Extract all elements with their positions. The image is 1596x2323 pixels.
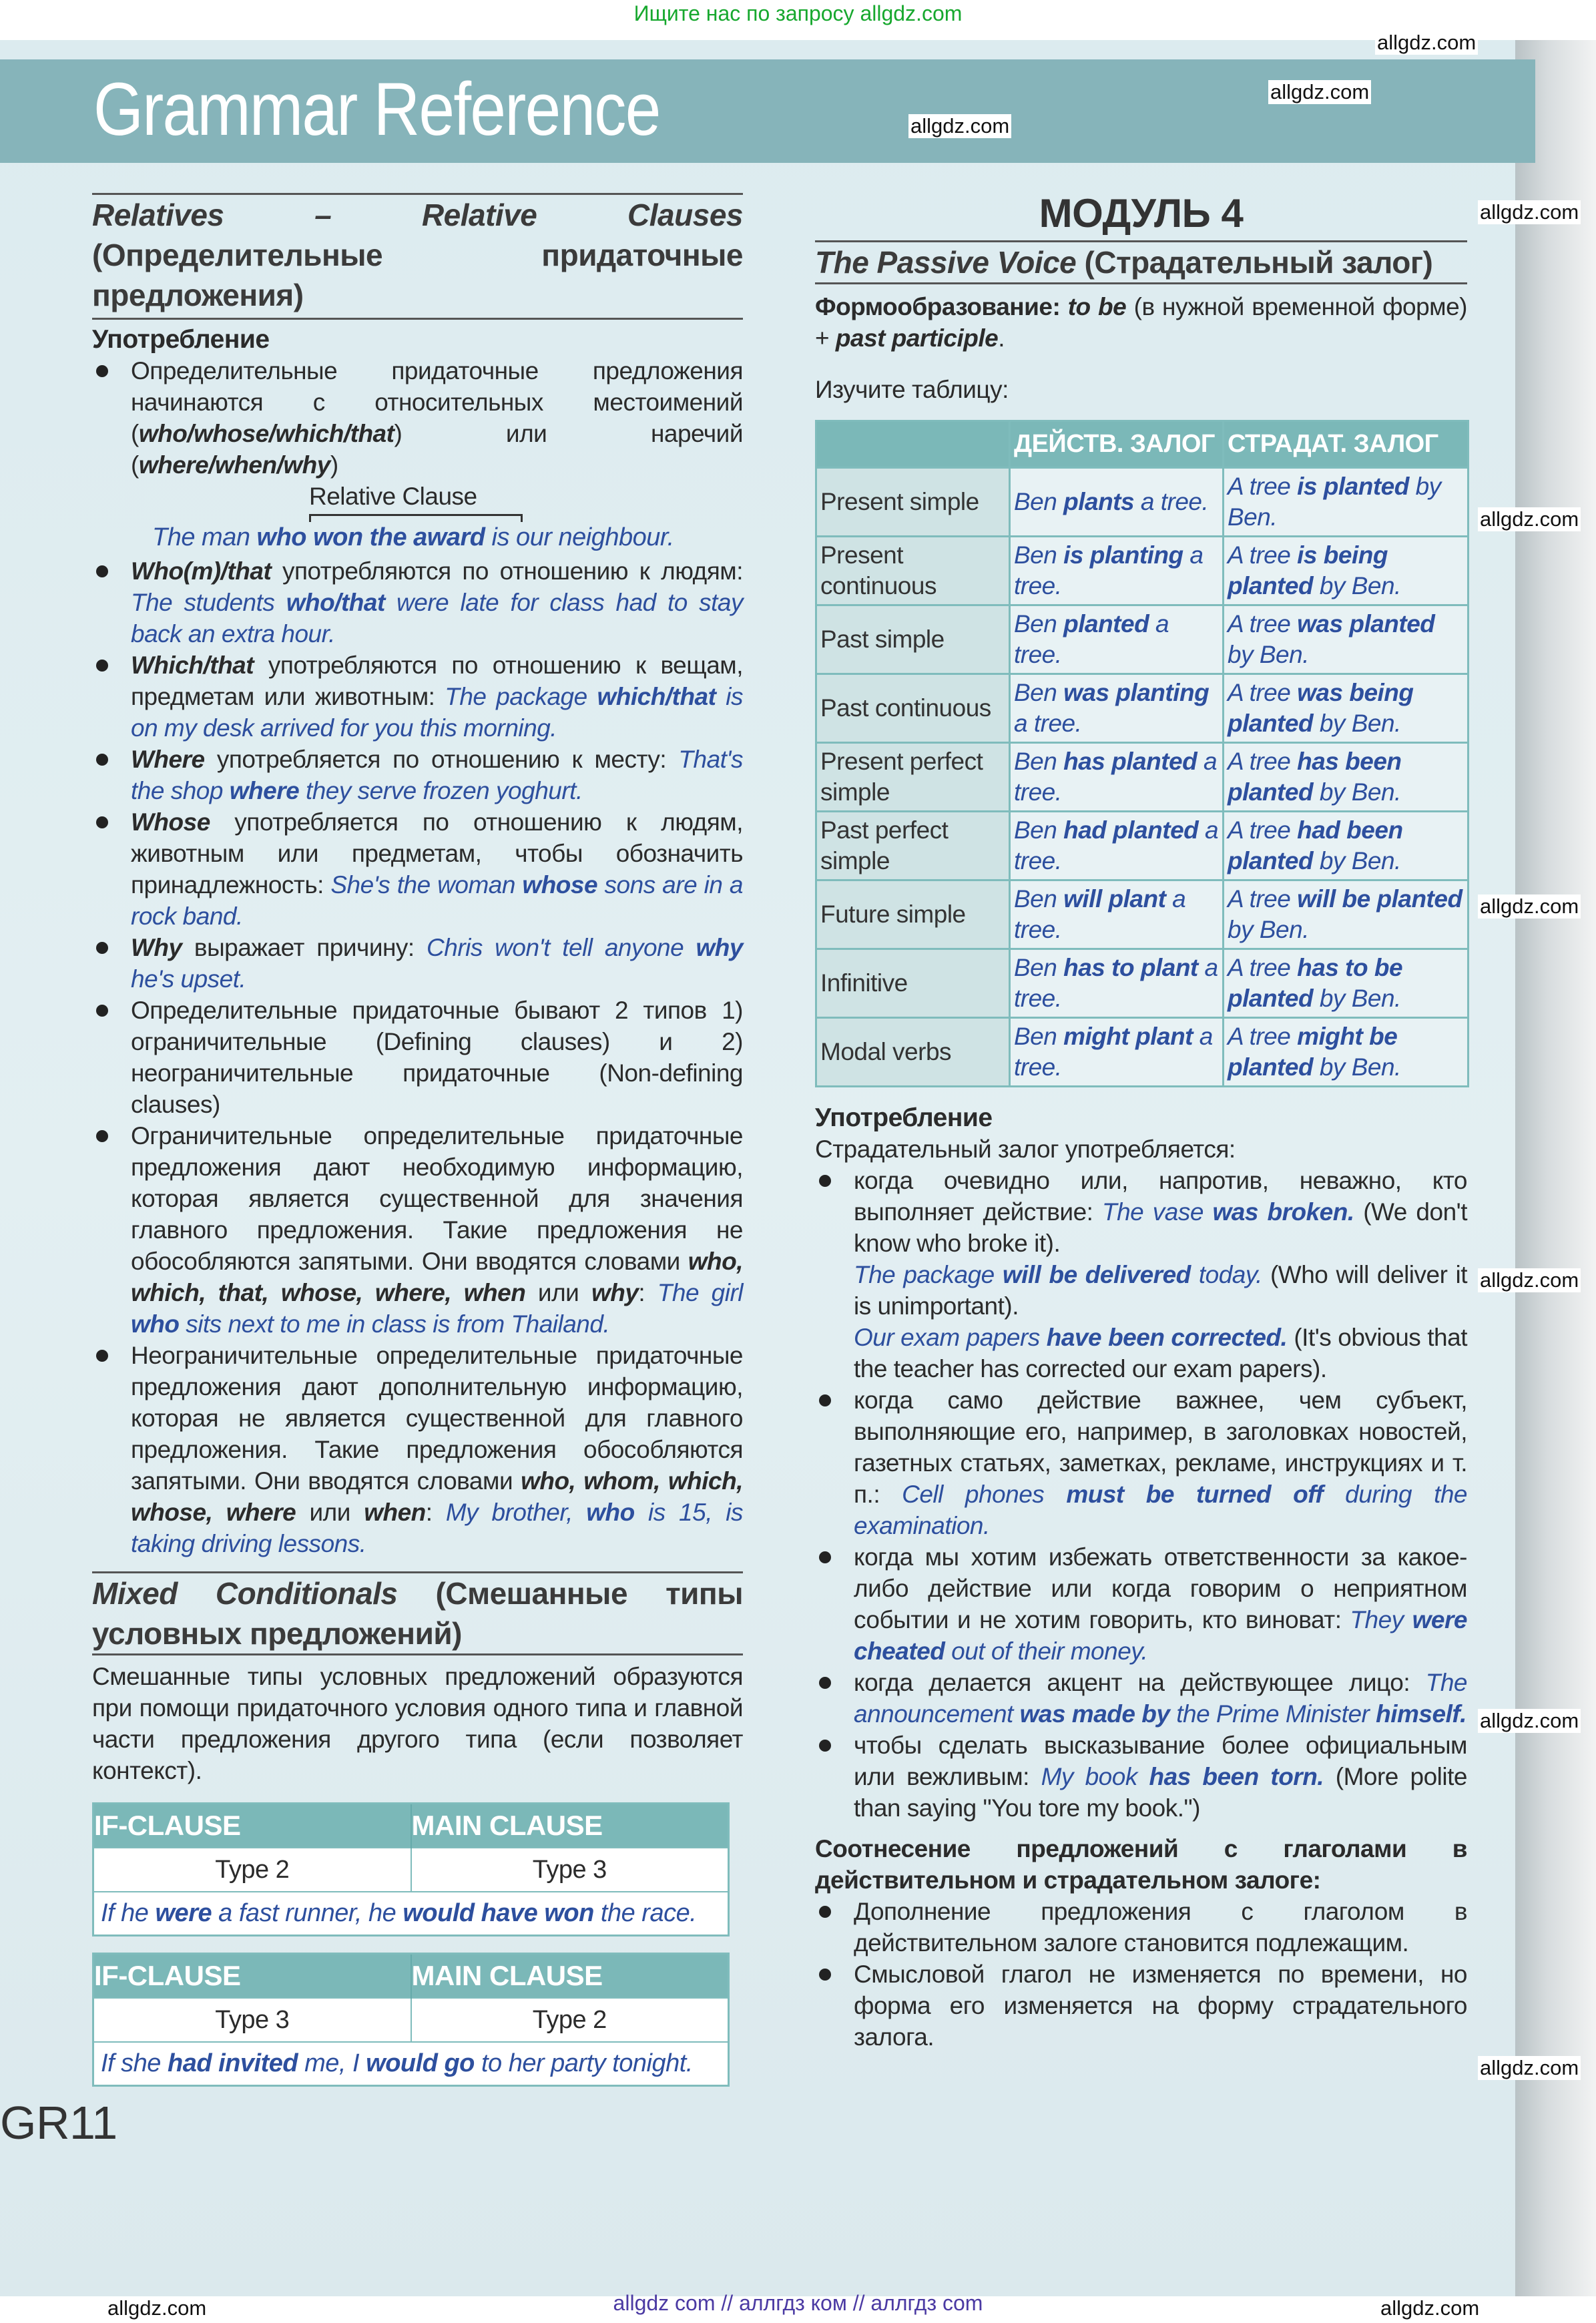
text-run: Ben	[1014, 748, 1064, 775]
text-run: когда очевидно или, напротив, неважно, кто выполняет действие:	[854, 1167, 1467, 1226]
text-run: выражает причину:	[182, 934, 427, 961]
text-run: The Passive Voice	[815, 245, 1077, 280]
text-run: a tree.	[1014, 1023, 1213, 1081]
passive-cell	[1224, 949, 1469, 1018]
active-cell	[1010, 812, 1224, 880]
text-run: is planting	[1063, 541, 1183, 569]
bullet	[92, 555, 743, 650]
bullet	[92, 806, 743, 932]
text-run: who, whom, which, whose, where	[131, 1467, 743, 1526]
passive-cell	[1224, 605, 1469, 674]
text-run: was being planted	[1228, 679, 1414, 737]
text-run: he's upset.	[131, 965, 246, 993]
active-cell	[1010, 537, 1224, 605]
text-run: My book	[1041, 1763, 1149, 1790]
table-header: ДЕЙСТВ. ЗАЛОГ	[1010, 421, 1224, 468]
diagram-bracket	[309, 514, 523, 522]
text-run: is planted	[1297, 473, 1409, 500]
tense-cell: Future simple	[816, 880, 1010, 949]
text-run: is on my desk arrived for you this morning.	[131, 683, 743, 742]
text-run: was made by	[1019, 1700, 1170, 1728]
watermark: allgdz.com	[908, 114, 1011, 138]
watermark: allgdz.com	[1375, 31, 1478, 55]
text-run: That's the shop	[131, 746, 743, 804]
text-run: had invited	[168, 2049, 298, 2078]
text-run: will be planted	[1297, 885, 1462, 913]
table-row	[816, 468, 1469, 537]
active-cell	[1010, 1018, 1224, 1087]
usage-title: Употребление	[815, 1103, 993, 1132]
text-run: which/that	[597, 683, 716, 710]
text-run: a tree.	[1014, 885, 1186, 943]
text-run: planted	[1063, 610, 1149, 637]
passive-voice-table	[815, 420, 1469, 1087]
text-run: Формообразование:	[815, 293, 1068, 320]
text-run: If he	[101, 1899, 156, 1928]
example	[815, 1259, 1467, 1322]
text-run: когда мы хотим избежать ответственности за какое-либо действие или когда говорим о неприятном событии и не хотим говорить, кто виноват:	[854, 1543, 1467, 1633]
bullet	[92, 995, 743, 1120]
header-band	[0, 59, 1535, 163]
text-run: who/whose/which/that	[138, 420, 394, 447]
table-header	[816, 421, 1010, 468]
text-run: The vase	[1101, 1198, 1213, 1226]
text-run: why	[696, 934, 743, 961]
bullet	[92, 650, 743, 744]
main-clause-type: Type 2	[411, 1998, 729, 2042]
table-row	[816, 812, 1469, 880]
text-run: Определительные придаточные предложения начинаются с относительных местоимений (	[131, 357, 743, 447]
text-run: They	[1350, 1606, 1412, 1633]
relative-clause-diagram	[92, 481, 743, 555]
text-run: will plant	[1063, 885, 1166, 913]
text-run: whose	[522, 871, 598, 898]
text-run: A tree	[1228, 885, 1298, 913]
watermark: allgdz.com	[1478, 1268, 1581, 1292]
text-run: is being planted	[1228, 541, 1388, 599]
table-row	[816, 674, 1469, 743]
watermark: allgdz.com	[105, 2296, 208, 2320]
text-run: Ben	[1014, 610, 1064, 637]
table-header: СТРАДАТ. ЗАЛОГ	[1224, 421, 1469, 468]
text-run: :	[425, 1499, 446, 1526]
active-cell	[1010, 743, 1224, 812]
table-header: MAIN CLAUSE	[411, 1954, 729, 1998]
text-run: they serve frozen yoghurt.	[299, 777, 583, 804]
text-run: She's the woman	[330, 871, 523, 898]
watermark: allgdz.com	[1378, 2296, 1481, 2320]
active-cell	[1010, 605, 1224, 674]
bullet	[92, 932, 743, 995]
text-run: me, I	[298, 2049, 366, 2078]
text-run: A tree	[1228, 679, 1298, 706]
text-run: would have won	[403, 1899, 594, 1928]
text-run: were cheated	[854, 1606, 1467, 1665]
table-row	[816, 949, 1469, 1018]
diagram-example	[152, 522, 674, 553]
text-run: A tree	[1228, 473, 1298, 500]
conditional-example	[93, 1892, 729, 1936]
page-title: Grammar Reference	[93, 67, 660, 151]
tense-cell: Present perfect simple	[816, 743, 1010, 812]
watermark: allgdz.com	[1478, 894, 1581, 919]
text-run: Cell phones	[902, 1481, 1067, 1508]
watermark: allgdz.com	[1478, 200, 1581, 224]
text-run: Ben	[1014, 1023, 1064, 1050]
text-run: was planted	[1297, 610, 1435, 637]
text-run: a tree.	[1014, 610, 1169, 668]
mixed-conditionals-section	[92, 1571, 743, 1786]
bullet	[92, 744, 743, 806]
text-run: out of their money.	[945, 1637, 1148, 1665]
text-run: A tree	[1228, 541, 1298, 569]
text-run: a tree.	[1134, 488, 1209, 515]
text-run: who, which, that, whose, where, when	[131, 1248, 743, 1306]
text-run: who	[131, 1310, 180, 1338]
text-run: is our neighbour.	[485, 523, 674, 551]
tense-cell: Present simple	[816, 468, 1010, 537]
tense-cell: Past perfect simple	[816, 812, 1010, 880]
text-run: has planted	[1063, 748, 1198, 775]
text-run: Ben	[1014, 816, 1064, 844]
text-run: has to be planted	[1228, 954, 1403, 1012]
usage-title: Употребление	[92, 325, 270, 354]
text-run: Ben	[1014, 954, 1064, 981]
text-run: или	[525, 1279, 591, 1306]
passive-cell	[1224, 812, 1469, 880]
text-run: The announcement	[854, 1669, 1467, 1728]
text-run: himself.	[1376, 1700, 1467, 1728]
text-run: когда делается акцент на действующее лицо:	[854, 1669, 1426, 1696]
text-run: a fast runner, he	[212, 1899, 403, 1928]
bullet	[815, 1165, 1467, 1259]
text-run: чтобы сделать высказывание более официальным или вежливым:	[854, 1732, 1467, 1790]
text-run: A tree	[1228, 748, 1298, 775]
tense-cell: Infinitive	[816, 949, 1010, 1018]
text-run: a tree.	[1014, 816, 1219, 874]
text-run: were	[155, 1899, 212, 1928]
text-run: had planted	[1063, 816, 1199, 844]
text-run: by Ben.	[1313, 985, 1401, 1012]
text-run: has to plant	[1063, 954, 1198, 981]
table-row	[816, 1018, 1469, 1087]
text-run: who/that	[286, 589, 385, 616]
text-run: Ограничительные определительные придаточные предложения дают необходимую информацию, которая является существенной для значения главного предложения. Такие предложения не обособляются запятыми. Они вводятся словами	[131, 1122, 743, 1275]
watermark: allgdz.com	[1478, 2056, 1581, 2080]
text-run: has been torn.	[1149, 1763, 1324, 1790]
text-run: A tree	[1228, 1023, 1298, 1050]
text-run: The package	[854, 1261, 1003, 1288]
text-run: The man	[152, 523, 257, 551]
mixed-conditionals-heading	[92, 1573, 743, 1653]
footer-links[interactable]: allgdz com // аллгдз ком // аллгдз com	[613, 2291, 983, 2315]
text-run: .	[998, 324, 1005, 352]
text-run: Whose	[131, 808, 210, 836]
mixed-conditionals-text: Смешанные типы условных предложений образуются при помощи придаточного условия одного типа и главной части предложения другого типа (если позволяет контекст).	[92, 1663, 743, 1784]
text-run: Our exam papers	[854, 1324, 1047, 1351]
text-run: (Who will deliver it is unimportant).	[854, 1261, 1467, 1320]
conditional-table-2	[92, 1953, 730, 2087]
text-run: the Prime Minister	[1169, 1700, 1376, 1728]
active-cell	[1010, 468, 1224, 537]
text-run: употребляются по отношению к людям:	[271, 557, 743, 585]
text-run: a tree.	[1014, 748, 1218, 806]
text-run: has been planted	[1228, 748, 1402, 806]
text-run: когда само действие важнее, чем субъект, выполняющие его, например, в заголовках новостей, газетных статьях, заметках, рекламе, инструкциях и т. п.:	[854, 1386, 1467, 1508]
text-run: употребляются по отношению к вещам, предметам или животным:	[131, 652, 743, 710]
text-run: to her party tonight.	[474, 2049, 693, 2078]
text-run: My brother,	[445, 1499, 587, 1526]
text-run: who	[586, 1499, 635, 1526]
usage-intro: Страдательный залог употребляется:	[815, 1135, 1236, 1163]
tense-cell: Past continuous	[816, 674, 1010, 743]
text-run: Ben	[1014, 679, 1064, 706]
passive-cell	[1224, 468, 1469, 537]
bullet	[92, 1120, 743, 1340]
text-run: plants	[1063, 488, 1135, 515]
text-run: by Ben.	[1228, 916, 1309, 943]
text-run: might plant	[1063, 1023, 1193, 1050]
formation-text	[815, 291, 1467, 354]
text-run: a tree.	[1014, 710, 1082, 737]
text-run: had been planted	[1228, 816, 1403, 874]
text-run: have been corrected.	[1046, 1324, 1288, 1351]
text-run: Where	[131, 746, 205, 773]
tense-cell: Present continuous	[816, 537, 1010, 605]
table-row	[816, 605, 1469, 674]
text-run: was broken.	[1212, 1198, 1354, 1226]
passive-cell	[1224, 1018, 1469, 1087]
text-run: употребляется по отношению к людям, животным или предметам, чтобы обозначить принадлежность:	[131, 808, 743, 898]
bullet: Смысловой глагол не изменяется по времени, но форма его изменяется на форму страдательного залога.	[815, 1959, 1467, 2053]
table-row	[816, 743, 1469, 812]
text-run: (We don't know who broke it).	[854, 1198, 1467, 1257]
text-run: by Ben.	[1313, 1053, 1401, 1081]
bullet	[815, 1730, 1467, 1824]
table-row	[816, 537, 1469, 605]
example	[815, 1322, 1467, 1384]
watermark: allgdz.com	[1478, 1709, 1581, 1733]
text-run: must be turned off	[1066, 1481, 1324, 1508]
bullet: Дополнение предложения с глаголом в действительном залоге становится подлежащим.	[815, 1896, 1467, 1959]
text-run: (Определительные придаточные предложения)	[92, 238, 743, 312]
text-run: Ben	[1014, 541, 1064, 569]
text-run: A tree	[1228, 816, 1298, 844]
page-number: GR11	[0, 2097, 117, 2149]
tense-cell: Modal verbs	[816, 1018, 1010, 1087]
text-run: )	[330, 451, 338, 479]
text-run: to be	[1067, 293, 1127, 320]
text-run: A tree	[1228, 954, 1298, 981]
text-run: today.	[1190, 1261, 1262, 1288]
left-column	[0, 193, 743, 2149]
table-row	[816, 880, 1469, 949]
table-header: IF-CLAUSE	[93, 1804, 411, 1848]
bullet	[815, 1667, 1467, 1730]
active-cell	[1010, 674, 1224, 743]
active-cell	[1010, 880, 1224, 949]
text-run: Определительные придаточные бывают 2 типов 1) ограничительные (Defining clauses) и 2) неограничительные придаточные (Non-defining clauses)	[131, 997, 743, 1118]
text-run: when	[364, 1499, 426, 1526]
passive-usage-section	[815, 1102, 1467, 2053]
table-header: MAIN CLAUSE	[411, 1804, 729, 1848]
text-run: were late for class had to stay back an extra hour.	[131, 589, 743, 648]
text-run: Who(m)/that	[131, 557, 272, 585]
text-run: by Ben.	[1313, 847, 1401, 874]
text-run: who won the award	[256, 523, 485, 551]
text-run: Relatives – Relative Clauses	[92, 198, 743, 232]
text-run: ) или наречий (	[131, 420, 743, 479]
relative-clauses-section	[92, 193, 743, 1559]
text-run: by Ben.	[1313, 778, 1401, 806]
top-note: Ищите нас по запросу allgdz.com	[633, 1, 963, 25]
if-clause-type: Type 3	[93, 1998, 411, 2042]
text-run: a tree.	[1014, 954, 1218, 1012]
text-run: Ben	[1014, 885, 1064, 913]
text-run: by Ben.	[1228, 473, 1441, 531]
table-header: IF-CLAUSE	[93, 1954, 411, 1998]
text-run: A tree	[1228, 610, 1298, 637]
text-run: is 15, is taking driving lessons.	[131, 1499, 743, 1557]
text-run: a tree.	[1014, 541, 1204, 599]
text-run: during the examination.	[854, 1481, 1467, 1539]
passive-voice-section	[815, 187, 1467, 405]
text-run: употребляется по отношению к месту:	[204, 746, 679, 773]
passive-cell	[1224, 743, 1469, 812]
text-run: where/when/why	[138, 451, 330, 479]
text-run: Неограничительные определительные придаточные предложения дают дополнительную информацию, которая не является существенной для главного предложения. Такие предложения обособляются запятыми. Они вводятся словами	[131, 1342, 743, 1495]
bullet	[92, 355, 743, 481]
bullet	[92, 1340, 743, 1559]
relation-title: Соотнесение предложений с глаголами в действительном и страдательном залоге:	[815, 1835, 1467, 1894]
text-run: Mixed Conditionals	[92, 1576, 398, 1611]
passive-cell	[1224, 880, 1469, 949]
text-run: by Ben.	[1228, 641, 1309, 668]
bullet	[815, 1384, 1467, 1541]
if-clause-type: Type 2	[93, 1848, 411, 1892]
module-title: МОДУЛЬ 4	[1039, 191, 1244, 236]
text-run: или	[296, 1499, 364, 1526]
passive-cell	[1224, 674, 1469, 743]
conditional-example	[93, 2042, 729, 2086]
tense-cell: Past simple	[816, 605, 1010, 674]
text-run: Why	[131, 934, 182, 961]
bullet	[815, 1541, 1467, 1667]
passive-cell	[1224, 537, 1469, 605]
text-run: would go	[366, 2049, 475, 2078]
text-run: The package	[445, 683, 597, 710]
text-run: sits next to me in class is from Thailand.	[179, 1310, 610, 1338]
text-run: Which/that	[131, 652, 254, 679]
diagram-label: Relative Clause	[309, 483, 477, 510]
active-cell	[1010, 949, 1224, 1018]
text-run: Ben	[1014, 488, 1064, 515]
right-column	[815, 187, 1467, 2053]
conditional-table-1	[92, 1802, 730, 1937]
main-clause-type: Type 3	[411, 1848, 729, 1892]
text-run: the race.	[593, 1899, 697, 1928]
relative-clauses-heading	[92, 195, 743, 315]
text-run: was planting	[1063, 679, 1210, 706]
text-run: :	[638, 1279, 657, 1306]
watermark: allgdz.com	[1478, 507, 1581, 531]
passive-voice-heading	[815, 242, 1467, 282]
text-run: (More polite than saying "You tore my book.")	[854, 1763, 1467, 1822]
text-run: (Смешанные типы условных предложений)	[92, 1576, 743, 1651]
page-edge	[1515, 40, 1596, 2296]
text-run: (It's obvious that the teacher has corrected our exam papers).	[854, 1324, 1467, 1382]
text-run: will be delivered	[1002, 1261, 1191, 1288]
watermark: allgdz.com	[1268, 80, 1371, 104]
study-text: Изучите таблицу:	[815, 376, 1009, 403]
text-run: The students	[131, 589, 286, 616]
text-run: might be planted	[1228, 1023, 1398, 1081]
text-run: sons are in a rock band.	[131, 871, 743, 930]
text-run: past participle	[835, 324, 999, 352]
text-run: Chris won't tell anyone	[427, 934, 696, 961]
text-run: why	[591, 1279, 639, 1306]
text-run: (в нужной временной форме) +	[815, 293, 1468, 352]
text-run: by Ben.	[1313, 572, 1401, 599]
text-run: where	[229, 777, 300, 804]
text-run: (Страдательный залог)	[1076, 245, 1433, 280]
text-run: by Ben.	[1313, 710, 1401, 737]
text-run: The girl	[657, 1279, 743, 1306]
text-run: If she	[101, 2049, 168, 2078]
